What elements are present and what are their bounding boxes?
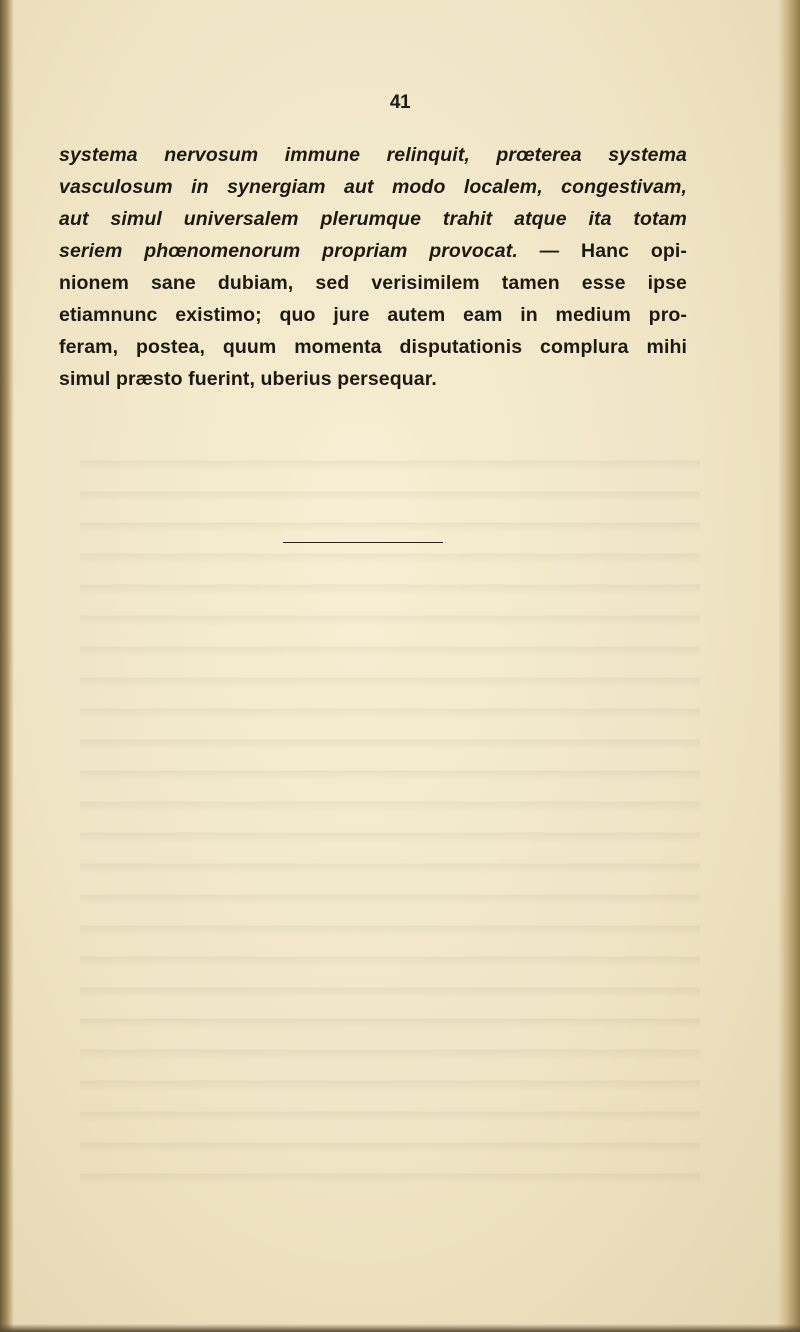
text-line — [59, 299, 687, 331]
text-line — [59, 203, 687, 235]
text-line — [59, 171, 687, 203]
page-bottom-edge — [0, 1324, 800, 1332]
text-line — [59, 139, 687, 171]
roman-text-segment: simul præsto fuerint, uberius persequar. — [59, 368, 437, 390]
italic-text-segment: systema nervosum immune relinquit, prœterea systema — [59, 144, 687, 166]
text-line — [59, 363, 687, 395]
roman-text-segment: — Hanc opi- — [517, 240, 687, 262]
roman-text-segment: nionem sane dubiam, sed verisimilem tamen esse ipse — [59, 272, 687, 294]
show-through-bleed — [80, 440, 700, 1200]
page-left-edge — [0, 0, 14, 1332]
italic-text-segment: seriem phœnomenorum propriam provocat. — [59, 240, 518, 262]
text-line — [59, 235, 687, 267]
body-text — [59, 139, 687, 395]
italic-text-segment: vasculosum in synergiam aut modo localem, congestivam, — [59, 176, 687, 198]
roman-text-segment: etiamnunc existimo; quo jure autem eam in medium pro- — [59, 304, 687, 326]
text-line — [59, 331, 687, 363]
page-number: 41 — [389, 92, 411, 113]
text-line — [59, 267, 687, 299]
section-divider-rule — [283, 542, 443, 543]
roman-text-segment: feram, postea, quum momenta disputationis complura mihi — [59, 336, 687, 358]
italic-text-segment: aut simul universalem plerumque trahit atque ita totam — [59, 208, 687, 230]
page-right-edge — [778, 0, 800, 1332]
